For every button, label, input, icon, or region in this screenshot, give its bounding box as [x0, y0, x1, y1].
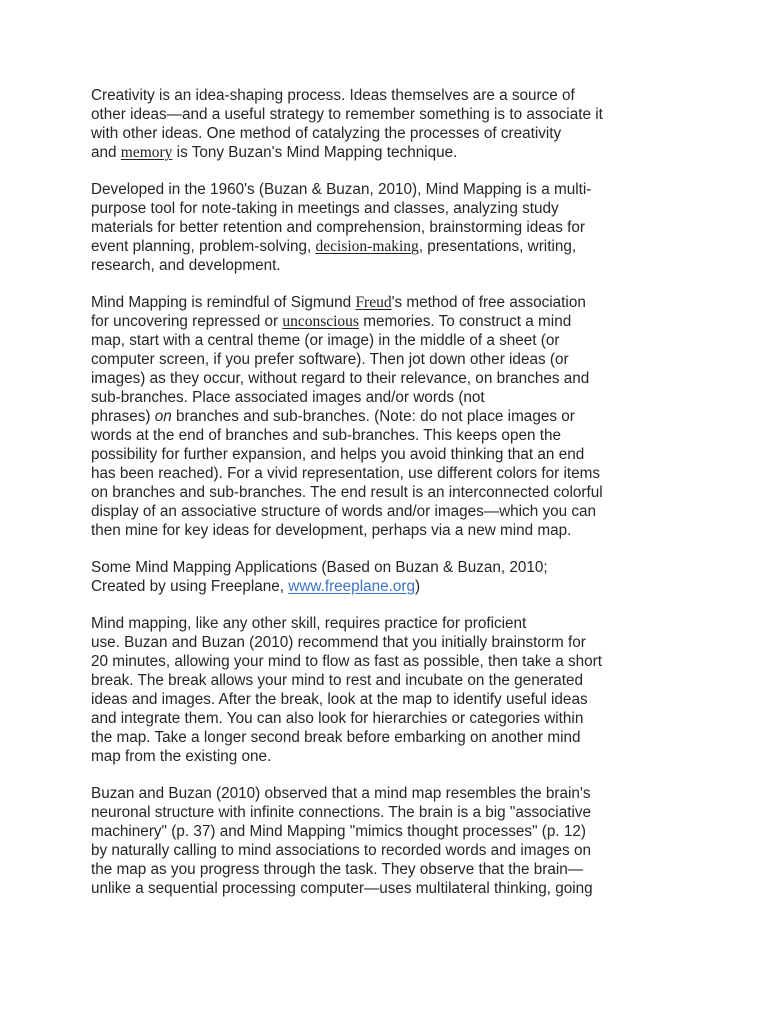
text-fragment: )	[414, 578, 421, 595]
text-fragment: 's method of free association	[391, 294, 586, 311]
text-line: display of an associative structure of words and/or images—which you can	[91, 503, 597, 520]
text-line	[91, 143, 691, 162]
text-fragment: memories. To construct a mind	[358, 313, 572, 330]
text-line: purpose tool for note-taking in meetings and classes, analyzing study	[91, 200, 559, 217]
text-line: Mind mapping, like any other skill, requires practice for proficient	[91, 615, 527, 632]
text-fragment: for uncovering repressed or	[91, 313, 283, 330]
text-line: by naturally calling to mind associations to recorded words and images on	[91, 842, 591, 859]
text-line: images) as they occur, without regard to their relevance, on branches and	[91, 370, 590, 387]
text-line: on branches and sub-branches. The end result is an interconnected colorful	[91, 484, 603, 501]
text-fragment: Created by using Freeplane,	[91, 578, 289, 595]
text-line: the map. Take a longer second break before embarking on another mind	[91, 729, 581, 746]
text-line: break. The break allows your mind to rest and incubate on the generated	[91, 672, 584, 689]
text-line: machinery" (p. 37) and Mind Mapping "mimics thought processes" (p. 12)	[91, 823, 586, 840]
document-body	[91, 86, 691, 916]
freeplane-link[interactable]: www.freeplane.org	[288, 578, 415, 595]
text-fragment: event planning, problem-solving,	[91, 238, 316, 255]
freud-link[interactable]: Freud	[355, 294, 392, 311]
text-line: words at the end of branches and sub-branches. This keeps open the	[91, 427, 561, 444]
text-line: use. Buzan and Buzan (2010) recommend that you initially brainstorm for	[91, 634, 586, 651]
memory-link[interactable]: memory	[120, 144, 173, 161]
text-line: map from the existing one.	[91, 748, 272, 765]
decision-making-link[interactable]: decision-making	[315, 238, 419, 255]
text-line: then mine for key ideas for development, perhaps via a new mind map.	[91, 522, 572, 539]
text-line: possibility for further expansion, and helps you avoid thinking that an end	[91, 446, 585, 463]
text-line: neuronal structure with infinite connections. The brain is a big "associative	[91, 804, 592, 821]
paragraph-method	[91, 293, 691, 540]
text-line	[91, 237, 691, 256]
text-line	[91, 577, 691, 596]
text-line: has been reached). For a vivid representation, use different colors for items	[91, 465, 601, 482]
text-line: 20 minutes, allowing your mind to flow as fast as possible, then take a short	[91, 653, 603, 670]
paragraph-practice	[91, 614, 691, 766]
unconscious-link[interactable]: unconscious	[282, 313, 359, 330]
text-line: Some Mind Mapping Applications (Based on Buzan & Buzan, 2010;	[91, 559, 548, 576]
text-line: computer screen, if you prefer software). Then jot down other ideas (or	[91, 351, 569, 368]
text-fragment: Mind Mapping is remindful of Sigmund	[91, 294, 356, 311]
text-line: unlike a sequential processing computer—uses multilateral thinking, going	[91, 880, 593, 897]
text-line: other ideas—and a useful strategy to remember something is to associate it	[91, 106, 603, 123]
text-line: materials for better retention and comprehension, brainstorming ideas for	[91, 219, 586, 236]
text-line: map, start with a central theme (or image) in the middle of a sheet (or	[91, 332, 560, 349]
paragraph-applications	[91, 558, 691, 596]
text-line: research, and development.	[91, 257, 281, 274]
text-line: sub-branches. Place associated images and/or words (not	[91, 389, 485, 406]
text-fragment: phrases)	[91, 408, 155, 425]
text-line: the map as you progress through the task. They observe that the brain—	[91, 861, 584, 878]
text-line	[91, 312, 691, 331]
text-fragment: is Tony Buzan's Mind Mapping technique.	[172, 144, 458, 161]
text-line	[91, 407, 691, 426]
text-line: and integrate them. You can also look for hierarchies or categories within	[91, 710, 584, 727]
text-line: Buzan and Buzan (2010) observed that a mind map resembles the brain's	[91, 785, 591, 802]
text-line	[91, 293, 691, 312]
paragraph-brain	[91, 784, 691, 898]
text-line: with other ideas. One method of catalyzing the processes of creativity	[91, 125, 562, 142]
text-fragment: and	[91, 144, 121, 161]
text-fragment: , presentations, writing,	[418, 238, 577, 255]
text-fragment: branches and sub-branches. (Note: do not place images or	[171, 408, 575, 425]
text-line: ideas and images. After the break, look at the map to identify useful ideas	[91, 691, 588, 708]
paragraph-history	[91, 180, 691, 275]
paragraph-intro	[91, 86, 691, 162]
text-line: Developed in the 1960's (Buzan & Buzan, 2010), Mind Mapping is a multi-	[91, 181, 592, 198]
text-line: Creativity is an idea-shaping process. Ideas themselves are a source of	[91, 87, 575, 104]
emphasis-text: on	[154, 408, 172, 425]
